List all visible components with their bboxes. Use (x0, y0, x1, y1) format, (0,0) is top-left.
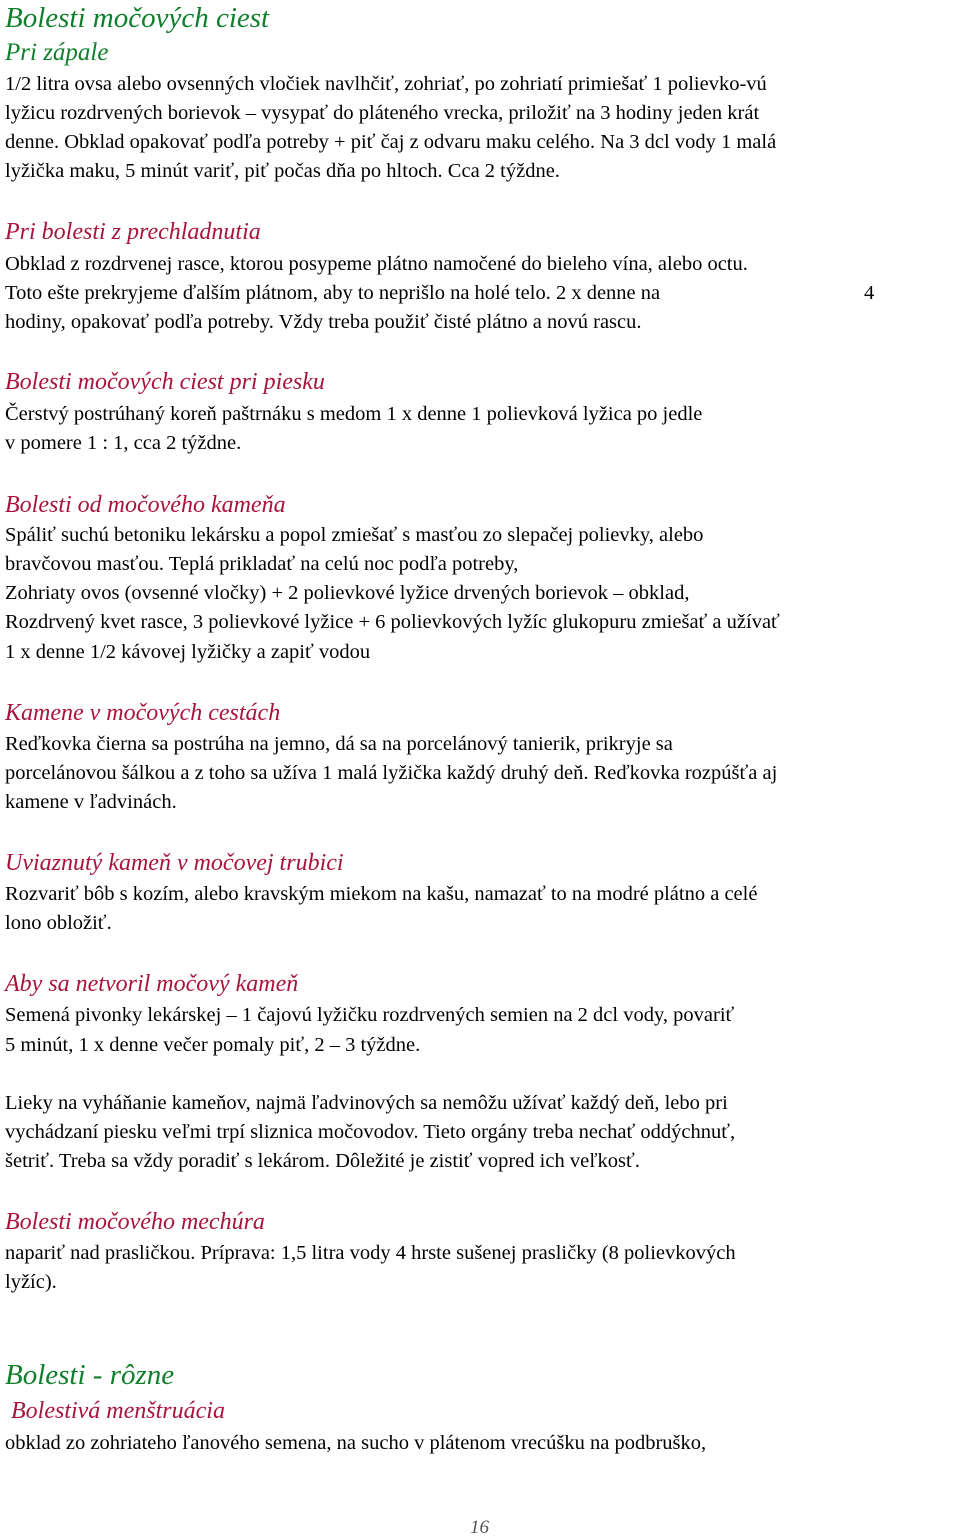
subheading: Bolesti močového mechúra (5, 1209, 265, 1235)
paragraph-line: kamene v ľadvinách. (5, 791, 177, 813)
subheading: Bolesti od močového kameňa (5, 492, 286, 518)
paragraph-line: napariť nad prasličkou. Príprava: 1,5 litra vody 4 hrste sušenej prasličky (8 polievkových (5, 1242, 736, 1264)
paragraph-line: lyžíc). (5, 1271, 57, 1293)
paragraph-line: 1/2 litra ovsa alebo ovsenných vločiek navlhčiť, zohriať, po zohriatí primiešať 1 polievko-vú (5, 73, 767, 95)
paragraph-line: 5 minút, 1 x denne večer pomaly piť, 2 – 3 týždne. (5, 1034, 421, 1056)
page-number: 16 (470, 1517, 489, 1538)
paragraph-line: Reďkovka čierna sa postrúha na jemno, dá sa na porcelánový tanierik, prikryje sa (5, 733, 673, 755)
paragraph-line: šetriť. Treba sa vždy poradiť s lekárom. Dôležité je zistiť vopred ich veľkosť. (5, 1150, 640, 1172)
paragraph-line: lyžička maku, 5 minút variť, piť počas dňa po hltoch. Cca 2 týždne. (5, 160, 560, 182)
paragraph-line: Spáliť suchú betoniku lekársku a popol zmiešať s masťou zo slepačej polievky, alebo (5, 524, 704, 546)
section-heading: Bolesti - rôzne (5, 1359, 175, 1391)
subheading: Bolesti močových ciest pri piesku (5, 369, 325, 395)
paragraph-line: Obklad z rozdrvenej rasce, ktorou posypeme plátno namočené do bieleho vína, alebo octu. (5, 253, 748, 275)
paragraph-line: denne. Obklad opakovať podľa potreby + piť čaj z odvaru maku celého. Na 3 dcl vody 1 malá (5, 131, 777, 153)
paragraph-line: obklad zo zohriateho ľanového semena, na sucho v plátenom vrecúšku na podbruško, (5, 1432, 707, 1454)
subheading: Pri zápale (5, 39, 109, 66)
paragraph-line: bravčovou masťou. Teplá prikladať na celú noc podľa potreby, (5, 553, 519, 575)
paragraph-line: Rozvariť bôb s kozím, alebo kravským miekom na kašu, namazať to na modré plátno a celé (5, 883, 758, 905)
paragraph-line: Toto ešte prekryjeme ďalším plátnom, aby to neprišlo na holé telo. 2 x denne na (5, 282, 661, 304)
paragraph-line: Rozdrvený kvet rasce, 3 polievkové lyžice + 6 polievkových lyžíc glukopuru zmiešať a užívať (5, 611, 780, 633)
subheading: Pri bolesti z prechladnutia (5, 219, 261, 245)
subheading: Bolestivá menštruácia (11, 1398, 225, 1424)
section-heading: Bolesti močových ciest (5, 2, 270, 34)
paragraph-line: vychádzaní piesku veľmi trpí sliznica močovodov. Tieto orgány treba nechať oddýchnuť, (5, 1121, 736, 1143)
paragraph-line: hodiny, opakovať podľa potreby. Vždy treba použiť čisté plátno a novú rascu. (5, 311, 642, 333)
paragraph-line: Čerstvý postrúhaný koreň paštrnáku s medom 1 x denne 1 polievková lyžica po jedle (5, 403, 703, 425)
paragraph-line: v pomere 1 : 1, cca 2 týždne. (5, 432, 242, 454)
tab-value: 4 (864, 282, 875, 304)
paragraph-line: 1 x denne 1/2 kávovej lyžičky a zapiť vodou (5, 641, 371, 663)
subheading: Kamene v močových cestách (5, 700, 281, 726)
paragraph-line: porcelánovou šálkou a z toho sa užíva 1 malá lyžička každý druhý deň. Reďkovka rozpúšťa aj (5, 762, 778, 784)
subheading: Aby sa netvoril močový kameň (5, 971, 299, 997)
paragraph-line: Lieky na vyháňanie kameňov, najmä ľadvinových sa nemôžu užívať každý deň, lebo pri (5, 1092, 728, 1114)
subheading: Uviaznutý kameň v močovej trubici (5, 850, 344, 876)
paragraph-line: Zohriaty ovos (ovsenné vločky) + 2 polievkové lyžice drvených borievok – obklad, (5, 582, 690, 604)
paragraph-line: lono obložiť. (5, 912, 112, 934)
paragraph-line: lyžicu rozdrvených borievok – vysypať do pláteného vrecka, priložiť na 3 hodiny jeden krát (5, 102, 760, 124)
paragraph-line: Semená pivonky lekárskej – 1 čajovú lyžičku rozdrvených semien na 2 dcl vody, povariť (5, 1004, 735, 1026)
